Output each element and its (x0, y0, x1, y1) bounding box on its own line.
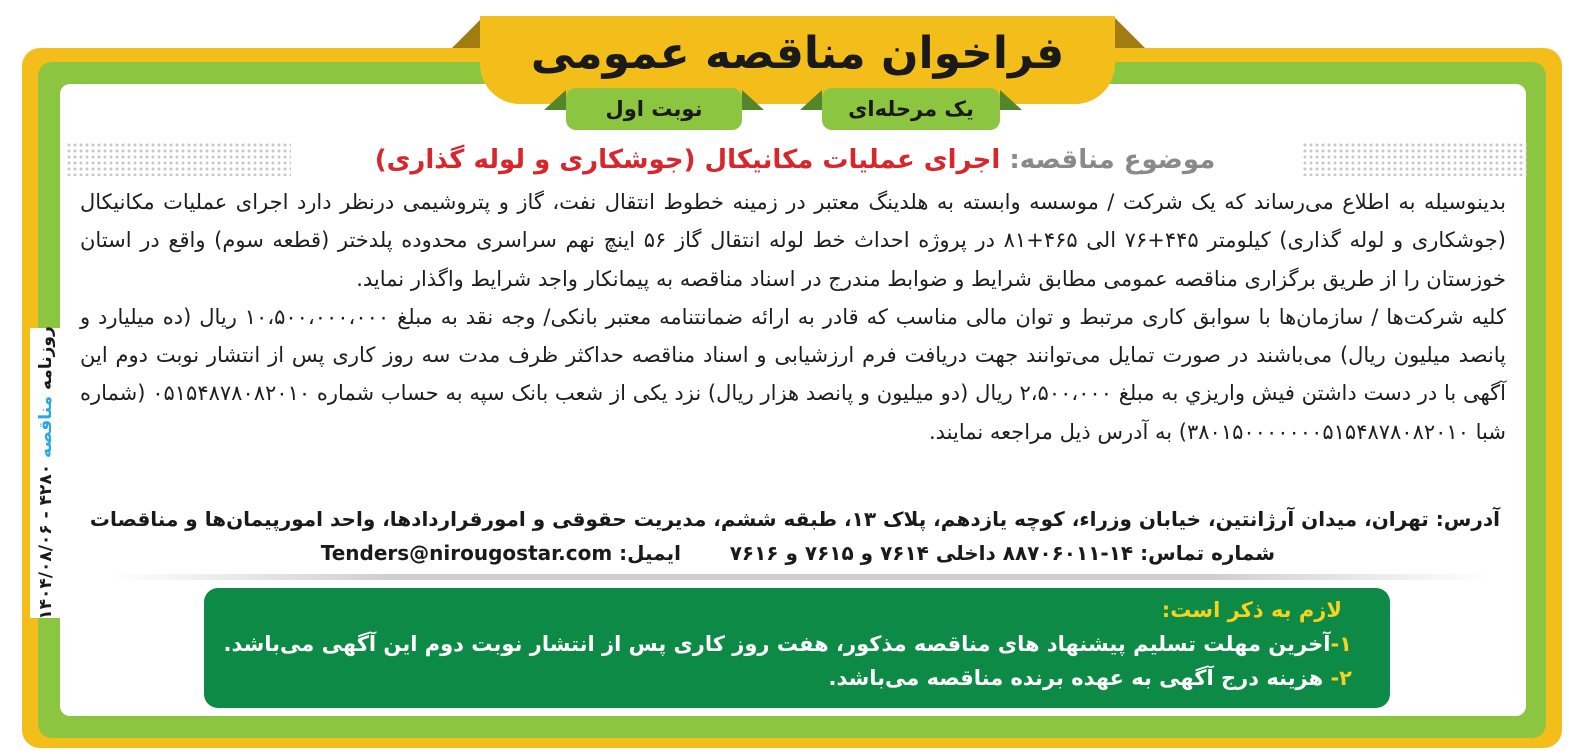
title-ribbon-left (452, 18, 482, 48)
tender-subject (300, 138, 1290, 182)
notice-item-number: ۱- (1330, 632, 1352, 656)
announcement-body (80, 183, 1506, 451)
address-line: آدرس: تهران، میدان آرژانتین، خیابان وزراء، کوچه یازدهم، پلاک ۱۳، طبقه ششم، مدیریت حقوقی و امورقراردادها، واحد امورپیمان‌ها و مناقصات (89, 507, 1500, 531)
email-label: ایمیل: (619, 541, 681, 565)
stage-badge: یک مرحله‌ای (822, 88, 1000, 130)
notice-box (204, 588, 1390, 708)
issue-info: ۴۲۸۰ - ۱۴۰۴/۰۸/۰۶ (36, 463, 56, 620)
subject-value: اجرای عملیات مکانیکال (جوشکاری و لوله گذاری) (374, 145, 1001, 175)
notice-heading: لازم به ذکر است: (1161, 598, 1342, 622)
email-link[interactable]: Tenders@nirougostar.com (320, 541, 613, 565)
newspaper-imprint (36, 326, 56, 620)
notice-item-text: هزینه درج آگهی به عهده برنده مناقصه می‌باشد. (828, 666, 1331, 690)
badge-ribbon-right (742, 90, 764, 110)
page-title: فراخوان مناقصه عمومی (530, 28, 1065, 79)
contact-block (80, 502, 1500, 570)
notice-item (224, 632, 1352, 656)
imprint-prefix: روزنامه (36, 326, 56, 390)
contact-line (80, 536, 1500, 570)
notice-item-number: ۲- (1330, 666, 1352, 690)
phone-text: شماره تماس: ۱۴-۸۸۷۰۶۰۱۱ داخلی ۷۶۱۴ و ۷۶۱۵ و ۷۶۱۶ (729, 541, 1275, 565)
title-ribbon-right (1115, 18, 1145, 48)
notice-item-text: آخرین مهلت تسلیم پیشنهاد های مناقصه مذکور، هفت روز کاری پس از انتشار نوبت دوم این آگهی می‌باشد. (223, 632, 1331, 656)
badge-ribbon-left (800, 90, 822, 110)
subject-label: موضوع مناقصه: (1009, 145, 1216, 175)
badge-ribbon-right (1000, 90, 1022, 110)
dot-pattern-right (1302, 142, 1527, 176)
paragraph-conditions: کلیه شرکت‌ها / سازمان‌ها با سوابق کاری مرتبط و توان مالی مناسب که قادر به ارائه ضمانتنامه معتبر بانکی/ وجه نقد به مبلغ ۱۰،۵۰۰،۰۰۰،۰۰۰ ریال (ده میلیارد و پانصد میلیون ریال) می‌باشند در صورت تمایل می‌توانند جهت دریافت فرم ارزشیابی و اسناد مناقصه حداکثر ظرف مدت سه روز کاری پس از انتشار نوبت دوم این آگهی با در دست داشتن فیش واریزي به مبلغ ۲،۵۰۰،۰۰۰ ریال (دو میلیون و پانصد هزار ریال) نزد یکی از شعب بانک سپه به حساب شماره ۰۵۱۵۴۸۷۸۰۸۲۰۱۰ (شماره شبا ۳۸۰۱۵۰۰۰۰۰۰۰۵۱۵۴۸۷۸۰۸۲۰۱۰) به آدرس ذیل مراجعه نمایند. (80, 304, 1507, 444)
newspaper-logo: مناقصه (36, 395, 56, 458)
badge-ribbon-left (544, 90, 566, 110)
dot-pattern-left (66, 142, 291, 176)
paragraph-intro: بدینوسیله به اطلاع می‌رساند که یک شرکت / موسسه وابسته به هلدینگ معتبر در زمینه خطوط انتقال نفت، گاز و پتروشیمی درنظر دارد اجرای عملیات مکانیکال (جوشکاری و لوله گذاری) کیلومتر ۴۴۵+۷۶ الی ۴۶۵+۸۱ در پروژه احداث خط لوله انتقال گاز ۵۶ اینچ نهم سراسری محدوده پلدختر (قطعه سوم) واقع در استان خوزستان را از طریق برگزاری مناقصه عمومی مطابق شرایط و ضوابط مندرج در اسناد مناقصه به پیمانکار واجد شرایط واگذار نماید. (80, 190, 1506, 291)
divider (110, 574, 1490, 580)
notice-item (828, 666, 1352, 690)
round-badge: نوبت اول (566, 88, 742, 130)
